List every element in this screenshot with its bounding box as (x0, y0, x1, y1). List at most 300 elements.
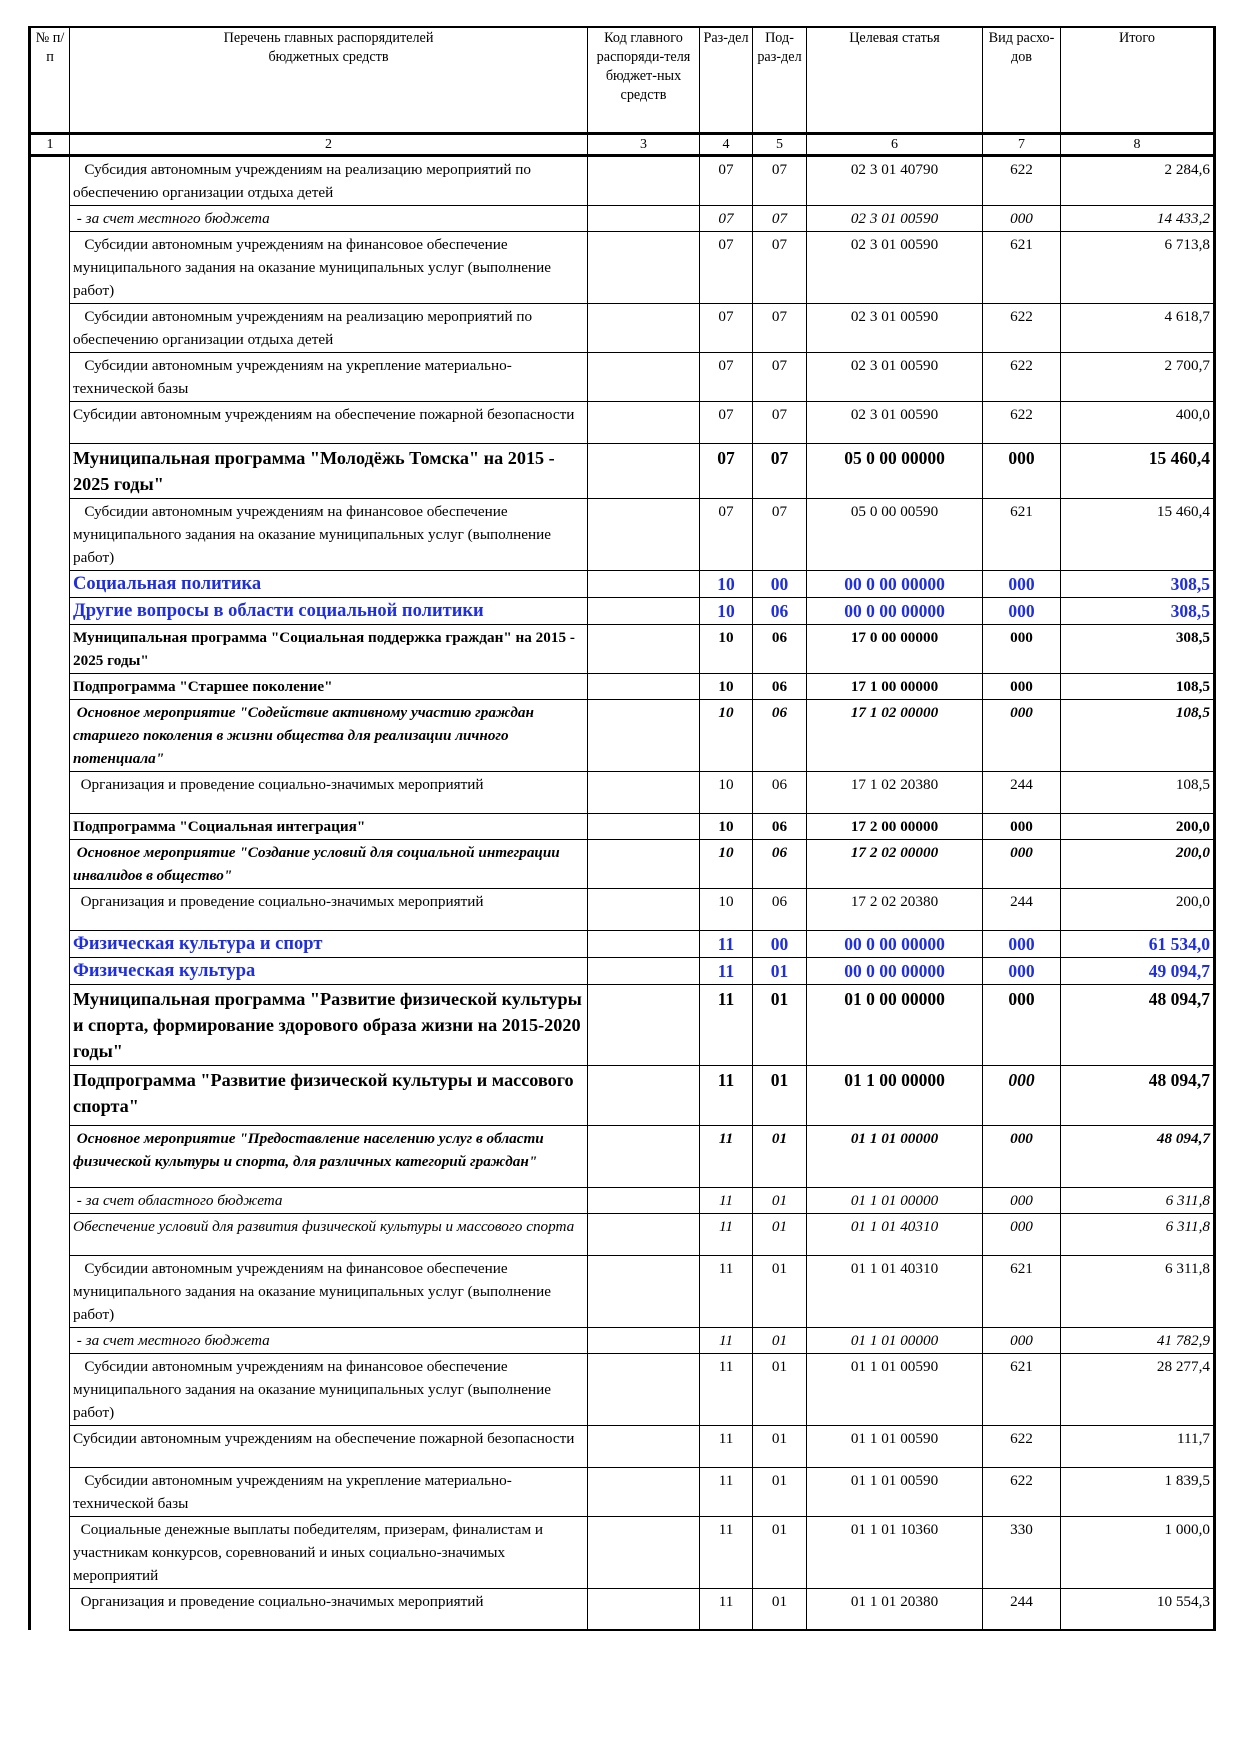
row-vid: 000 (983, 699, 1061, 771)
row-name: Организация и проведение социально-значимых мероприятий (70, 888, 588, 930)
table-row (30, 1467, 1215, 1516)
row-podrazdel: 06 (753, 771, 807, 813)
row-number (30, 673, 70, 699)
row-code (588, 957, 700, 984)
row-total: 200,0 (1061, 888, 1215, 930)
row-total: 4 618,7 (1061, 303, 1215, 352)
row-razdel: 10 (700, 624, 753, 673)
table-row (30, 624, 1215, 673)
budget-table (28, 26, 1216, 1631)
row-name: Субсидии автономным учреждениям на обеспечение пожарной безопасности (70, 1425, 588, 1467)
row-code (588, 597, 700, 624)
row-article: 01 1 00 00000 (807, 1065, 983, 1125)
row-code (588, 1425, 700, 1467)
table-row (30, 205, 1215, 231)
row-podrazdel: 07 (753, 155, 807, 205)
row-article: 02 3 01 40790 (807, 155, 983, 205)
budget-document (28, 26, 1216, 1631)
row-name: Подпрограмма "Старшее поколение" (70, 673, 588, 699)
row-article: 01 1 01 00590 (807, 1425, 983, 1467)
row-total: 48 094,7 (1061, 984, 1215, 1065)
table-row (30, 570, 1215, 597)
table-row (30, 984, 1215, 1065)
row-name: Муниципальная программа "Развитие физической культуры и спорта, формирование здорового образа жизни на 2015-2020 годы" (70, 984, 588, 1065)
row-total: 308,5 (1061, 597, 1215, 624)
row-vid: 622 (983, 303, 1061, 352)
row-vid: 622 (983, 155, 1061, 205)
row-vid: 621 (983, 1255, 1061, 1327)
row-number (30, 771, 70, 813)
row-vid: 000 (983, 1327, 1061, 1353)
row-code (588, 303, 700, 352)
row-code (588, 1516, 700, 1588)
row-total: 6 311,8 (1061, 1187, 1215, 1213)
row-vid: 000 (983, 984, 1061, 1065)
row-name: Муниципальная программа "Социальная поддержка граждан" на 2015 - 2025 годы" (70, 624, 588, 673)
row-code (588, 673, 700, 699)
row-total: 1 839,5 (1061, 1467, 1215, 1516)
row-podrazdel: 01 (753, 1516, 807, 1588)
row-podrazdel: 01 (753, 957, 807, 984)
row-number (30, 1516, 70, 1588)
row-total: 108,5 (1061, 673, 1215, 699)
row-podrazdel: 06 (753, 699, 807, 771)
row-total: 308,5 (1061, 624, 1215, 673)
row-podrazdel: 01 (753, 1353, 807, 1425)
row-vid: 000 (983, 205, 1061, 231)
table-row (30, 1065, 1215, 1125)
row-article: 02 3 01 00590 (807, 231, 983, 303)
row-number (30, 1187, 70, 1213)
row-number (30, 888, 70, 930)
row-podrazdel: 01 (753, 1327, 807, 1353)
row-name: Физическая культура (70, 957, 588, 984)
row-razdel: 10 (700, 673, 753, 699)
row-name: Основное мероприятие "Создание условий для социальной интеграции инвалидов в общество" (70, 839, 588, 888)
row-name: Организация и проведение социально-значимых мероприятий (70, 771, 588, 813)
column-number: 1 (30, 133, 70, 155)
row-total: 6 311,8 (1061, 1213, 1215, 1255)
row-podrazdel: 01 (753, 1065, 807, 1125)
header-total: Итого (1061, 27, 1215, 133)
row-vid: 000 (983, 813, 1061, 839)
row-podrazdel: 06 (753, 888, 807, 930)
row-razdel: 11 (700, 1516, 753, 1588)
row-code (588, 1467, 700, 1516)
row-code (588, 443, 700, 498)
row-razdel: 11 (700, 1467, 753, 1516)
row-vid: 000 (983, 597, 1061, 624)
row-name: Подпрограмма "Развитие физической культуры и массового спорта" (70, 1065, 588, 1125)
table-row (30, 839, 1215, 888)
row-razdel: 07 (700, 443, 753, 498)
row-total: 308,5 (1061, 570, 1215, 597)
row-code (588, 155, 700, 205)
row-number (30, 957, 70, 984)
row-name: Субсидии автономным учреждениям на обеспечение пожарной безопасности (70, 401, 588, 443)
row-podrazdel: 06 (753, 839, 807, 888)
row-vid: 000 (983, 1213, 1061, 1255)
row-article: 17 1 00 00000 (807, 673, 983, 699)
table-row (30, 771, 1215, 813)
row-code (588, 1065, 700, 1125)
table-row (30, 1255, 1215, 1327)
row-name: Другие вопросы в области социальной политики (70, 597, 588, 624)
row-vid: 622 (983, 1467, 1061, 1516)
row-code (588, 1213, 700, 1255)
row-total: 1 000,0 (1061, 1516, 1215, 1588)
row-podrazdel: 07 (753, 231, 807, 303)
row-number (30, 303, 70, 352)
row-name: - за счет местного бюджета (70, 205, 588, 231)
row-vid: 000 (983, 624, 1061, 673)
row-code (588, 930, 700, 957)
row-razdel: 10 (700, 597, 753, 624)
row-number (30, 1327, 70, 1353)
row-code (588, 401, 700, 443)
row-number (30, 498, 70, 570)
row-number (30, 1353, 70, 1425)
table-row (30, 673, 1215, 699)
table-row (30, 699, 1215, 771)
row-number (30, 1425, 70, 1467)
row-name: Субсидия автономным учреждениям на реализацию мероприятий по обеспечению организации отдыха детей (70, 155, 588, 205)
row-article: 00 0 00 00000 (807, 957, 983, 984)
row-vid: 000 (983, 1187, 1061, 1213)
row-total: 108,5 (1061, 771, 1215, 813)
row-name: Субсидии автономным учреждениям на реализацию мероприятий по обеспечению организации отдыха детей (70, 303, 588, 352)
row-total: 6 311,8 (1061, 1255, 1215, 1327)
table-row (30, 1588, 1215, 1630)
row-number (30, 624, 70, 673)
table-row (30, 597, 1215, 624)
row-podrazdel: 01 (753, 1187, 807, 1213)
row-razdel: 11 (700, 957, 753, 984)
row-code (588, 771, 700, 813)
table-row (30, 352, 1215, 401)
row-vid: 000 (983, 1125, 1061, 1187)
row-article: 01 1 01 40310 (807, 1213, 983, 1255)
row-number (30, 813, 70, 839)
row-code (588, 888, 700, 930)
row-podrazdel: 01 (753, 1213, 807, 1255)
row-razdel: 10 (700, 888, 753, 930)
row-number (30, 231, 70, 303)
row-vid: 621 (983, 1353, 1061, 1425)
row-article: 00 0 00 00000 (807, 597, 983, 624)
row-article: 02 3 01 00590 (807, 303, 983, 352)
row-code (588, 839, 700, 888)
row-razdel: 07 (700, 401, 753, 443)
column-number: 8 (1061, 133, 1215, 155)
table-row (30, 1516, 1215, 1588)
row-name: - за счет местного бюджета (70, 1327, 588, 1353)
row-razdel: 10 (700, 570, 753, 597)
row-vid: 622 (983, 352, 1061, 401)
row-total: 2 700,7 (1061, 352, 1215, 401)
row-number (30, 443, 70, 498)
row-total: 6 713,8 (1061, 231, 1215, 303)
header-razdel: Раз-дел (700, 27, 753, 133)
row-podrazdel: 07 (753, 443, 807, 498)
table-row (30, 1125, 1215, 1187)
row-article: 01 1 01 00000 (807, 1187, 983, 1213)
row-name: Физическая культура и спорт (70, 930, 588, 957)
row-article: 01 1 01 00590 (807, 1353, 983, 1425)
row-name: Подпрограмма "Социальная интеграция" (70, 813, 588, 839)
row-podrazdel: 01 (753, 984, 807, 1065)
row-vid: 622 (983, 1425, 1061, 1467)
row-razdel: 07 (700, 155, 753, 205)
row-article: 17 1 02 20380 (807, 771, 983, 813)
row-code (588, 1255, 700, 1327)
row-vid: 621 (983, 231, 1061, 303)
row-razdel: 10 (700, 771, 753, 813)
row-total: 15 460,4 (1061, 443, 1215, 498)
table-row (30, 1353, 1215, 1425)
row-total: 200,0 (1061, 839, 1215, 888)
row-vid: 000 (983, 1065, 1061, 1125)
row-podrazdel: 01 (753, 1255, 807, 1327)
row-vid: 000 (983, 930, 1061, 957)
table-row (30, 888, 1215, 930)
column-number: 2 (70, 133, 588, 155)
row-name: Субсидии автономным учреждениям на финансовое обеспечение муниципального задания на оказание муниципальных услуг (выполнение работ) (70, 1255, 588, 1327)
table-row (30, 1213, 1215, 1255)
row-code (588, 984, 700, 1065)
row-podrazdel: 06 (753, 813, 807, 839)
row-article: 05 0 00 00590 (807, 498, 983, 570)
column-number: 5 (753, 133, 807, 155)
row-total: 10 554,3 (1061, 1588, 1215, 1630)
row-name: Социальная политика (70, 570, 588, 597)
row-name: Субсидии автономным учреждениям на финансовое обеспечение муниципального задания на оказание муниципальных услуг (выполнение работ) (70, 231, 588, 303)
row-article: 01 1 01 00000 (807, 1327, 983, 1353)
row-code (588, 570, 700, 597)
row-vid: 244 (983, 888, 1061, 930)
row-article: 17 1 02 00000 (807, 699, 983, 771)
row-razdel: 11 (700, 1065, 753, 1125)
row-number (30, 352, 70, 401)
row-podrazdel: 06 (753, 624, 807, 673)
row-razdel: 07 (700, 205, 753, 231)
row-article: 01 1 01 20380 (807, 1588, 983, 1630)
row-razdel: 11 (700, 1425, 753, 1467)
table-row (30, 498, 1215, 570)
row-podrazdel: 07 (753, 401, 807, 443)
row-name: Социальные денежные выплаты победителям, призерам, финалистам и участникам конкурсов, соревнований и иных социально-значимых мероприятий (70, 1516, 588, 1588)
column-number: 3 (588, 133, 700, 155)
row-razdel: 11 (700, 1353, 753, 1425)
row-number (30, 401, 70, 443)
column-number: 4 (700, 133, 753, 155)
row-vid: 000 (983, 570, 1061, 597)
row-number (30, 570, 70, 597)
row-name: Субсидии автономным учреждениям на финансовое обеспечение муниципального задания на оказание муниципальных услуг (выполнение работ) (70, 1353, 588, 1425)
row-vid: 000 (983, 443, 1061, 498)
row-total: 111,7 (1061, 1425, 1215, 1467)
row-razdel: 10 (700, 839, 753, 888)
row-number (30, 930, 70, 957)
row-name: Обеспечение условий для развития физической культуры и массового спорта (70, 1213, 588, 1255)
row-code (588, 813, 700, 839)
row-name: Основное мероприятие "Содействие активному участию граждан старшего поколения в жизни общества для реализации личного потенциала" (70, 699, 588, 771)
row-article: 00 0 00 00000 (807, 570, 983, 597)
row-code (588, 205, 700, 231)
row-code (588, 1588, 700, 1630)
header-podrazdel: Под-раз-дел (753, 27, 807, 133)
row-article: 05 0 00 00000 (807, 443, 983, 498)
row-total: 200,0 (1061, 813, 1215, 839)
column-number-row (30, 133, 1215, 155)
row-total: 48 094,7 (1061, 1125, 1215, 1187)
table-body (30, 155, 1215, 1630)
row-code (588, 1353, 700, 1425)
row-name: - за счет областного бюджета (70, 1187, 588, 1213)
table-row (30, 443, 1215, 498)
row-code (588, 624, 700, 673)
row-name: Основное мероприятие "Предоставление населению услуг в области физической культуры и спорта, для различных категорий граждан" (70, 1125, 588, 1187)
table-row (30, 1425, 1215, 1467)
row-total: 28 277,4 (1061, 1353, 1215, 1425)
row-total: 61 534,0 (1061, 930, 1215, 957)
row-razdel: 11 (700, 1213, 753, 1255)
row-total: 400,0 (1061, 401, 1215, 443)
row-vid: 621 (983, 498, 1061, 570)
header-code: Код главного распоряди-теля бюджет-ных средств (588, 27, 700, 133)
row-article: 00 0 00 00000 (807, 930, 983, 957)
row-razdel: 07 (700, 303, 753, 352)
table-row (30, 401, 1215, 443)
row-podrazdel: 07 (753, 498, 807, 570)
row-razdel: 10 (700, 813, 753, 839)
row-number (30, 1588, 70, 1630)
row-number (30, 1213, 70, 1255)
row-total: 15 460,4 (1061, 498, 1215, 570)
table-row (30, 1187, 1215, 1213)
row-podrazdel: 01 (753, 1467, 807, 1516)
row-razdel: 11 (700, 1187, 753, 1213)
row-article: 02 3 01 00590 (807, 205, 983, 231)
row-razdel: 11 (700, 1588, 753, 1630)
row-code (588, 231, 700, 303)
column-number: 7 (983, 133, 1061, 155)
header-article: Целевая статья (807, 27, 983, 133)
row-razdel: 11 (700, 1327, 753, 1353)
table-row (30, 231, 1215, 303)
row-podrazdel: 01 (753, 1125, 807, 1187)
table-row (30, 303, 1215, 352)
row-code (588, 1327, 700, 1353)
row-code (588, 699, 700, 771)
table-row (30, 813, 1215, 839)
row-podrazdel: 07 (753, 352, 807, 401)
row-total: 41 782,9 (1061, 1327, 1215, 1353)
row-number (30, 1065, 70, 1125)
row-vid: 622 (983, 401, 1061, 443)
table-row (30, 155, 1215, 205)
row-number (30, 699, 70, 771)
row-article: 02 3 01 00590 (807, 352, 983, 401)
row-number (30, 1467, 70, 1516)
row-podrazdel: 06 (753, 597, 807, 624)
row-code (588, 1125, 700, 1187)
row-name: Субсидии автономным учреждениям на финансовое обеспечение муниципального задания на оказание муниципальных услуг (выполнение работ) (70, 498, 588, 570)
row-article: 01 1 01 00590 (807, 1467, 983, 1516)
header-row (30, 27, 1215, 133)
row-total: 48 094,7 (1061, 1065, 1215, 1125)
row-total: 49 094,7 (1061, 957, 1215, 984)
row-podrazdel: 00 (753, 930, 807, 957)
row-razdel: 11 (700, 1125, 753, 1187)
row-name: Субсидии автономным учреждениям на укрепление материально-технической базы (70, 352, 588, 401)
row-razdel: 10 (700, 699, 753, 771)
row-number (30, 155, 70, 205)
row-podrazdel: 01 (753, 1588, 807, 1630)
row-razdel: 07 (700, 231, 753, 303)
row-podrazdel: 00 (753, 570, 807, 597)
row-article: 17 0 00 00000 (807, 624, 983, 673)
row-article: 02 3 01 00590 (807, 401, 983, 443)
table-row (30, 957, 1215, 984)
column-number: 6 (807, 133, 983, 155)
row-vid: 000 (983, 839, 1061, 888)
row-number (30, 839, 70, 888)
row-article: 01 1 01 10360 (807, 1516, 983, 1588)
table-row (30, 1327, 1215, 1353)
row-total: 14 433,2 (1061, 205, 1215, 231)
row-total: 2 284,6 (1061, 155, 1215, 205)
row-code (588, 352, 700, 401)
row-article: 17 2 02 20380 (807, 888, 983, 930)
row-razdel: 11 (700, 984, 753, 1065)
row-name: Организация и проведение социально-значимых мероприятий (70, 1588, 588, 1630)
row-vid: 330 (983, 1516, 1061, 1588)
row-article: 01 0 00 00000 (807, 984, 983, 1065)
row-podrazdel: 06 (753, 673, 807, 699)
row-razdel: 11 (700, 1255, 753, 1327)
row-razdel: 11 (700, 930, 753, 957)
row-podrazdel: 07 (753, 205, 807, 231)
row-razdel: 07 (700, 352, 753, 401)
row-number (30, 984, 70, 1065)
header-name: Перечень главных распорядителей бюджетных средств (70, 27, 588, 133)
row-code (588, 1187, 700, 1213)
header-no: № п/п (30, 27, 70, 133)
row-number (30, 597, 70, 624)
row-article: 01 1 01 00000 (807, 1125, 983, 1187)
row-number (30, 205, 70, 231)
row-podrazdel: 07 (753, 303, 807, 352)
row-number (30, 1125, 70, 1187)
row-vid: 000 (983, 673, 1061, 699)
row-name: Субсидии автономным учреждениям на укрепление материально-технической базы (70, 1467, 588, 1516)
row-total: 108,5 (1061, 699, 1215, 771)
row-vid: 244 (983, 1588, 1061, 1630)
row-code (588, 498, 700, 570)
row-vid: 244 (983, 771, 1061, 813)
row-razdel: 07 (700, 498, 753, 570)
row-name: Муниципальная программа "Молодёжь Томска" на 2015 - 2025 годы" (70, 443, 588, 498)
row-number (30, 1255, 70, 1327)
row-article: 17 2 02 00000 (807, 839, 983, 888)
row-article: 17 2 00 00000 (807, 813, 983, 839)
table-row (30, 930, 1215, 957)
row-podrazdel: 01 (753, 1425, 807, 1467)
row-article: 01 1 01 40310 (807, 1255, 983, 1327)
header-vid: Вид расхо-дов (983, 27, 1061, 133)
row-vid: 000 (983, 957, 1061, 984)
